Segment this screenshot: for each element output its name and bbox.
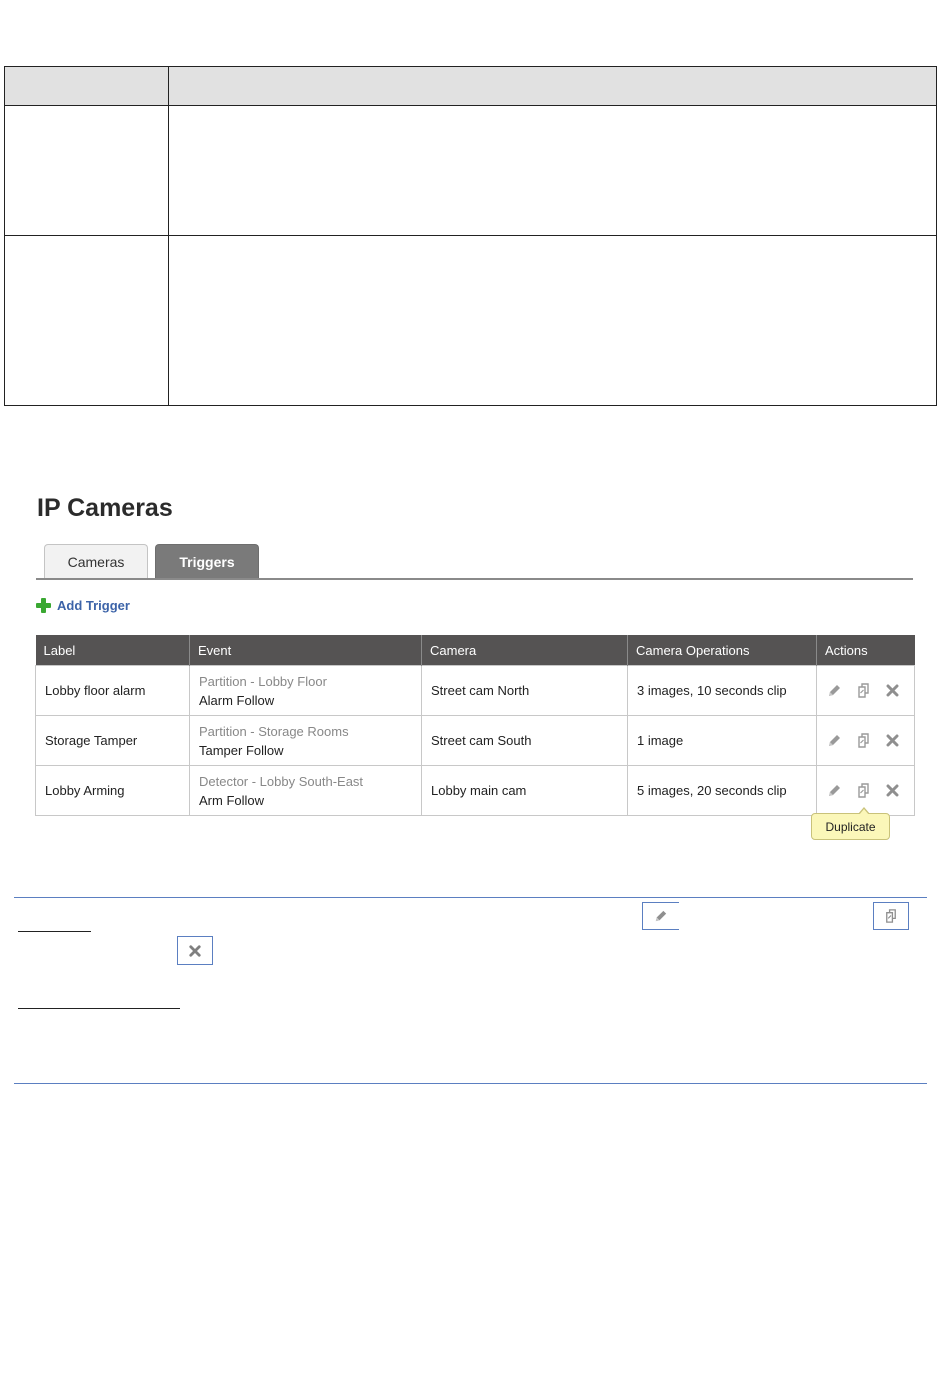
document-table-cell bbox=[169, 235, 937, 405]
document-table-cell bbox=[5, 235, 169, 405]
event-source: Partition - Lobby Floor bbox=[199, 673, 327, 689]
triggers-table bbox=[35, 635, 915, 816]
duplicate-icon[interactable] bbox=[855, 782, 872, 799]
tab-cameras[interactable]: Cameras bbox=[44, 544, 148, 578]
duplicate-icon[interactable] bbox=[855, 682, 872, 699]
add-trigger-label: Add Trigger bbox=[57, 597, 130, 613]
duplicate-tooltip: Duplicate bbox=[811, 813, 890, 840]
delete-icon[interactable] bbox=[884, 732, 901, 749]
trigger-camera: Street cam South bbox=[422, 716, 628, 766]
note-divider bbox=[14, 897, 927, 898]
trigger-label: Storage Tamper bbox=[36, 716, 190, 766]
document-table bbox=[4, 66, 937, 406]
document-table-row bbox=[5, 106, 937, 236]
underline bbox=[18, 931, 91, 932]
trigger-actions bbox=[817, 716, 915, 766]
note-divider bbox=[14, 1083, 927, 1084]
column-header-label: Label bbox=[36, 635, 190, 666]
pencil-icon[interactable] bbox=[826, 782, 843, 799]
duplicate-icon[interactable] bbox=[855, 732, 872, 749]
trigger-event bbox=[190, 766, 422, 816]
pencil-icon[interactable] bbox=[826, 682, 843, 699]
event-source: Partition - Storage Rooms bbox=[199, 723, 349, 739]
trigger-operations: 5 images, 20 seconds clip bbox=[628, 766, 817, 816]
table-row[interactable] bbox=[36, 716, 915, 766]
plus-icon bbox=[36, 598, 51, 613]
column-header-camera: Camera bbox=[422, 635, 628, 666]
add-trigger-button[interactable] bbox=[36, 595, 130, 615]
page-title: IP Cameras bbox=[37, 494, 173, 522]
trigger-operations: 1 image bbox=[628, 716, 817, 766]
document-table-cell bbox=[5, 106, 169, 236]
document-table-header bbox=[5, 67, 937, 106]
event-type: Alarm Follow bbox=[199, 692, 275, 708]
trigger-label: Lobby Arming bbox=[36, 766, 190, 816]
delete-icon[interactable] bbox=[884, 682, 901, 699]
pencil-icon bbox=[642, 902, 679, 930]
trigger-event bbox=[190, 666, 422, 716]
tab-triggers[interactable]: Triggers bbox=[155, 544, 259, 578]
trigger-actions bbox=[817, 666, 915, 716]
delete-icon[interactable] bbox=[884, 782, 901, 799]
tab-bar bbox=[36, 544, 913, 580]
delete-icon bbox=[177, 936, 213, 965]
event-source: Detector - Lobby South-East bbox=[199, 773, 364, 789]
column-header-actions: Actions bbox=[817, 635, 915, 666]
document-table-header-cell bbox=[5, 67, 169, 106]
trigger-event bbox=[190, 716, 422, 766]
trigger-operations: 3 images, 10 seconds clip bbox=[628, 666, 817, 716]
document-table-cell bbox=[169, 106, 937, 236]
document-table-row bbox=[5, 235, 937, 405]
table-header-row bbox=[36, 635, 915, 666]
event-type: Arm Follow bbox=[199, 792, 265, 808]
trigger-camera: Lobby main cam bbox=[422, 766, 628, 816]
column-header-event: Event bbox=[190, 635, 422, 666]
pencil-icon[interactable] bbox=[826, 732, 843, 749]
document-table-header-cell bbox=[169, 67, 937, 106]
column-header-camera-operations: Camera Operations bbox=[628, 635, 817, 666]
trigger-camera: Street cam North bbox=[422, 666, 628, 716]
underline bbox=[18, 1008, 180, 1009]
table-row[interactable] bbox=[36, 666, 915, 716]
table-row[interactable] bbox=[36, 766, 915, 816]
event-type: Tamper Follow bbox=[199, 742, 284, 758]
duplicate-icon bbox=[873, 902, 909, 930]
trigger-label: Lobby floor alarm bbox=[36, 666, 190, 716]
